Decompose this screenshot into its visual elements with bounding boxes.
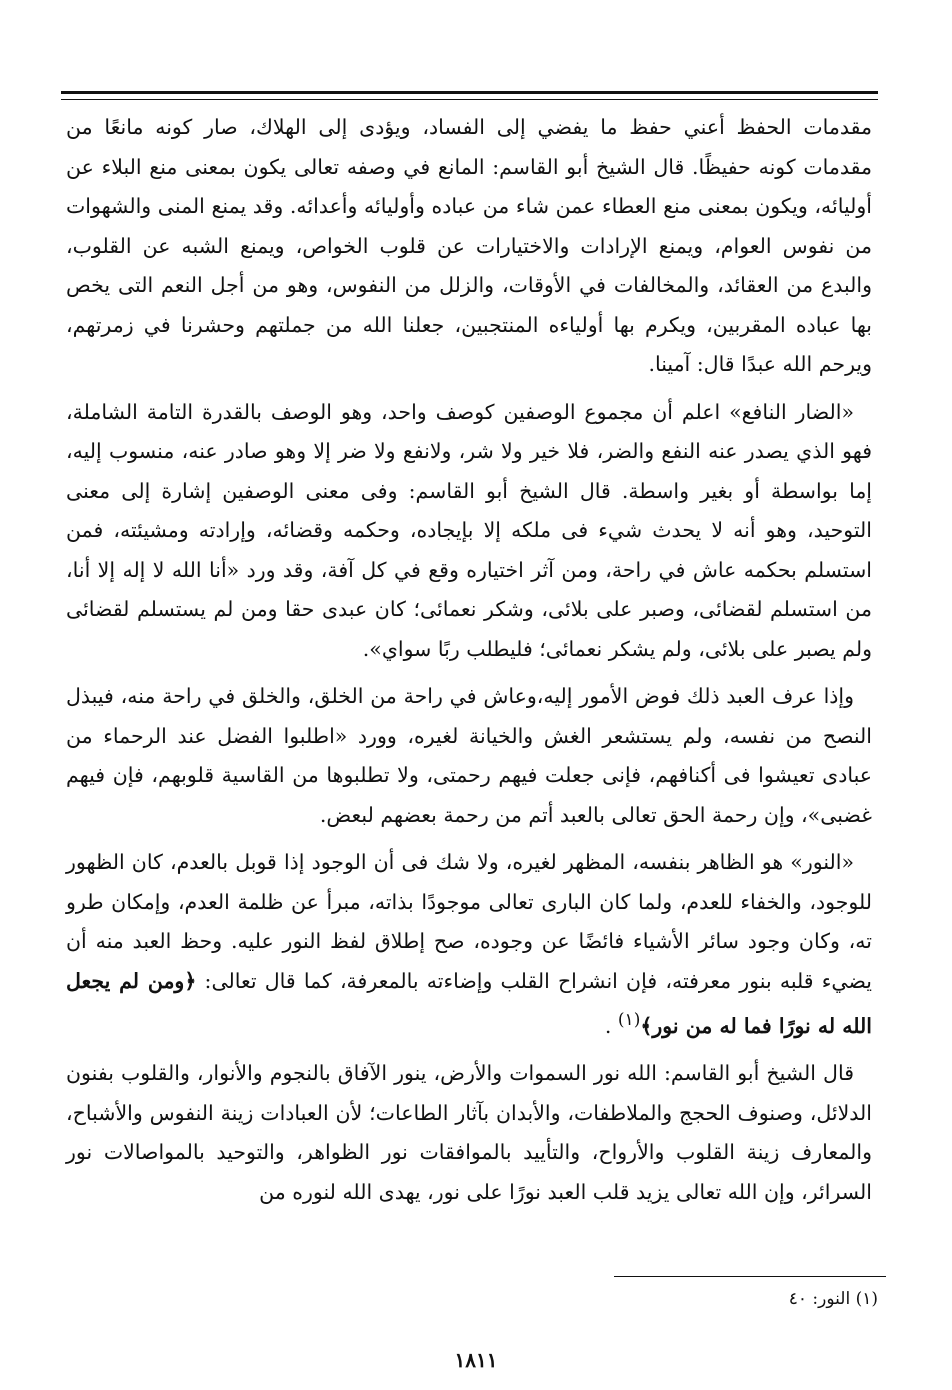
paragraph-4-text: «النور» هو الظاهر بنفسه، المظهر لغيره، ولا شك فى أن الوجود إذا قوبل بالعدم، كان الظهور للوجود، والخفاء للعدم، ولما كان البارى تعالى موجودًا بذاته، مبرأ عن ظلمة العدم، وإمكان طرو ته، وكان وجود سائر الأشياء فائضًا عن وجوده، صح إطلاق لفظ النور عليه. وحظ العبد منه أن يضيء قلبه بنور معرفته، فإن انشراح القلب وإضاءته بالمعرفة، كما قال تعالى: bbox=[66, 850, 872, 993]
footnote: (١) النور: ٤٠ bbox=[788, 1289, 878, 1309]
header-rule-thin bbox=[61, 99, 878, 100]
paragraph-4-end: . bbox=[604, 1013, 618, 1038]
paragraph-1: مقدمات الحفظ أعني حفظ ما يفضي إلى الفساد، ويؤدى إلى الهلاك، صار كونه مانعًا من مقدمات كونه حفيظًا. قال الشيخ أبو القاسم: المانع في وصفه تعالى يكون بمعنى منع البلاء عن أوليائه، ويكون بمعنى منع العطاء عمن شاء من عباده وأوليائه وأعدائه. وقد يمنع المنى والشهوات من نفوس العوام، ويمنع الإرادات والاختيارات عن قلوب الخواص، ويمنع الشبه عن القلوب، والبدع من العقائد، والمخالفات في الأوقات، والزلل من النفوس، وهو من أجل النعم التى يخص بها عباده المقربين، ويكرم بها أولياءه المنتجبين، جعلنا الله من جملتهم وحشرنا في زمرتهم، ويرحم الله عبدًا قال: آمينا. bbox=[66, 115, 872, 376]
page-number: ١٨١١ bbox=[454, 1348, 498, 1372]
paragraph-3: وإذا عرف العبد ذلك فوض الأمور إليه،وعاش في راحة من الخلق، والخلق في راحة منه، فيبذل النصح من نفسه، ولم يستشعر الغش والخيانة لغيره، وورد «اطلبوا الفضل عند الرحماء من عبادى تعيشوا فى أكنافهم، فإنى جعلت فيهم رحمتى، ولا تطلبوها من القاسية قلوبهم، فإن فيهم غضبى»، وإن رحمة الحق تعالى بالعبد أتم من رحمة بعضهم لبعض. bbox=[66, 684, 872, 827]
header-rule-thick bbox=[61, 91, 878, 94]
quran-quote: ﴿ومن لم يجعل الله له نورًا فما له من نور﴾ bbox=[66, 968, 872, 1038]
footnote-rule bbox=[614, 1276, 886, 1277]
paragraph-5: قال الشيخ أبو القاسم: الله نور السموات والأرض، ينور الآفاق بالنجوم والأنوار، والقلوب بفنون الدلائل، وصنوف الحجج والملاطفات، والأبدان بآثار الطاعات؛ لأن العبادات زينة النفوس والأشباح، والمعارف زينة القلوب والأرواح، والتأييد بالموافقات نور الظواهر، والتوحيد بالمواصالات نور السرائر، وإن الله تعالى يزيد قلب العبد نورًا على نور، يهدى الله لنوره من bbox=[66, 1061, 872, 1204]
footnote-reference: (١) bbox=[617, 1010, 641, 1030]
main-text bbox=[66, 108, 872, 1220]
paragraph-2: «الضار النافع» اعلم أن مجموع الوصفين كوصف واحد، وهو الوصف بالقدرة التامة الشاملة، فهو الذي يصدر عنه النفع والضر، فلا خير ولا شر، ولانفع ولا ضر إلا وهو صادر عنه، منسوب إليه، إما بواسطة أو بغير واسطة. قال الشيخ أبو القاسم: وفى معنى الوصفين إشارة إلى معنى التوحيد، وهو أنه لا يحدث شيء فى ملكه إلا بإيجاده، وحكمه وقضائه، وإرادته ومشيئته، فمن استسلم بحكمه عاش في راحة، ومن آثر اختياره وقع في كل آفة، وقد ورد «أنا الله لا إله إلا أنا، من استسلم لقضائى، وصبر على بلائى، وشكر نعمائى؛ كان عبدى حقا ومن لم يستسلم لقضائى ولم يصبر على بلائى، ولم يشكر نعمائى؛ فليطلب ربًا سواي». bbox=[66, 399, 872, 661]
paragraph-4 bbox=[66, 843, 872, 1046]
